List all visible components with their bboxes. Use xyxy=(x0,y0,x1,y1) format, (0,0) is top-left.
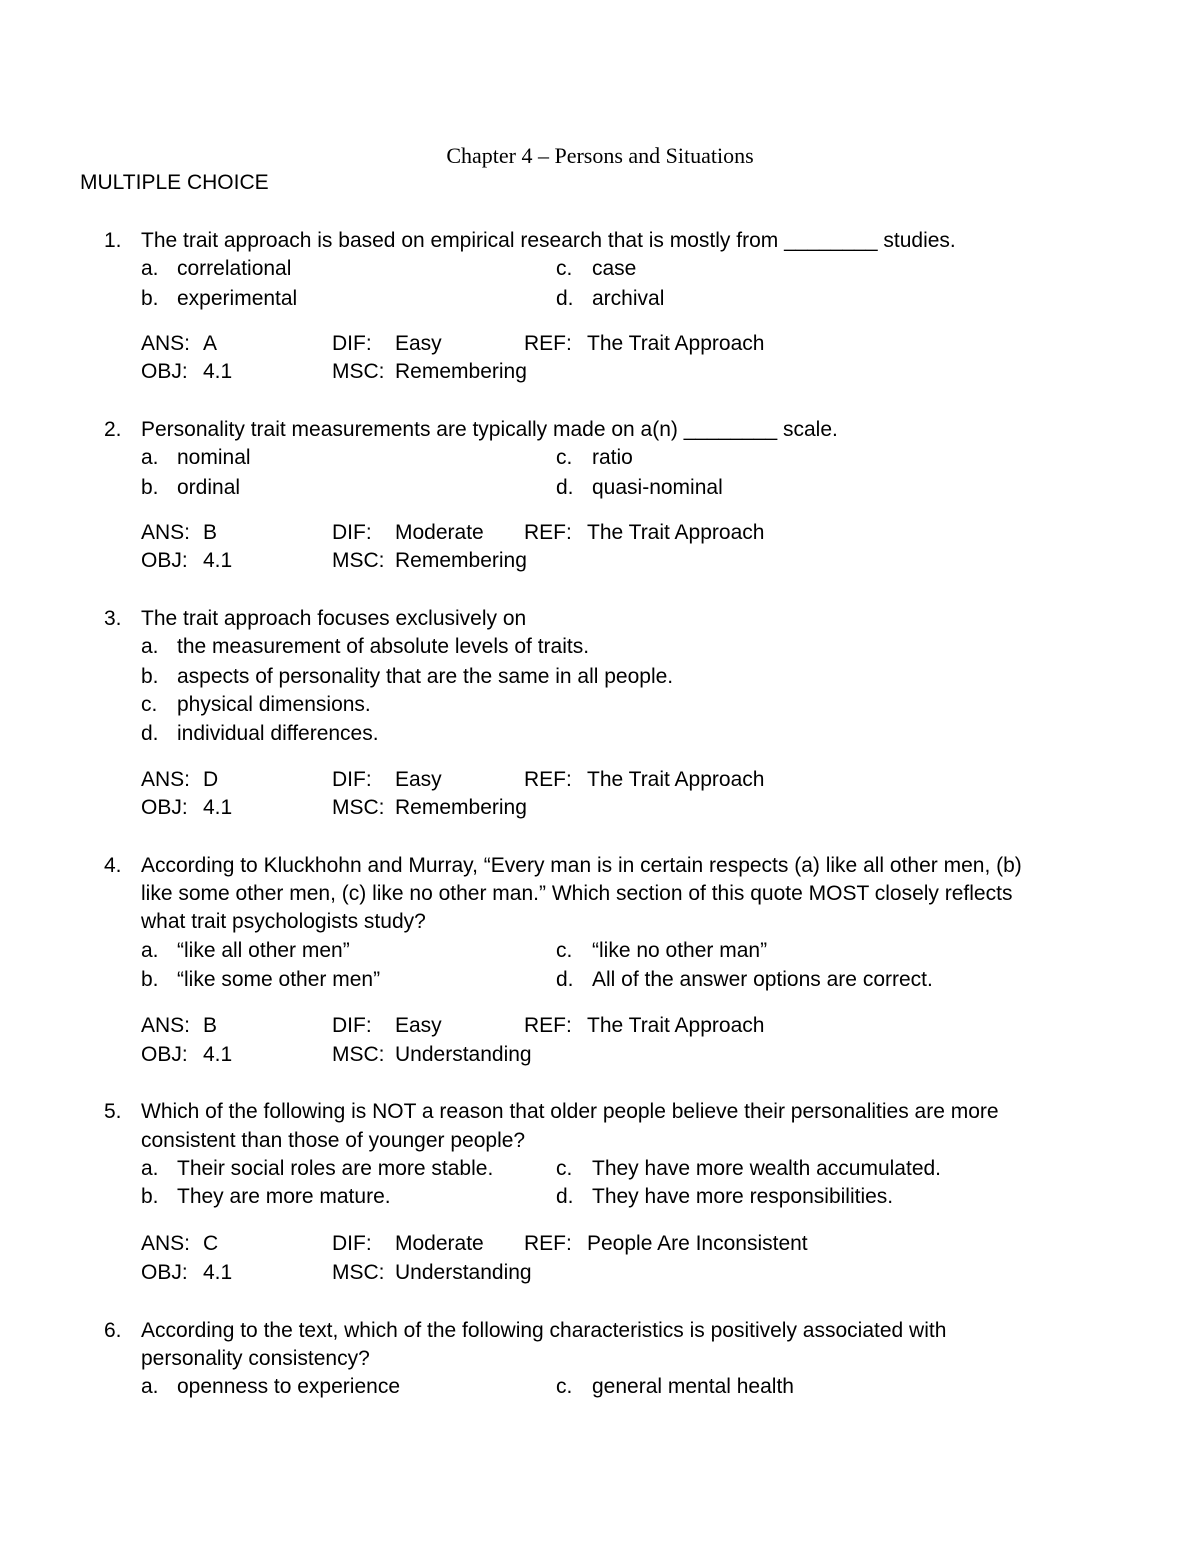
msc-value: Understanding xyxy=(395,1261,532,1284)
option-c: c. physical dimensions. xyxy=(141,693,371,716)
question-number: 6. xyxy=(104,1319,122,1342)
question-text-line-2: consistent than those of younger people? xyxy=(141,1129,526,1152)
difficulty-label: DIF: xyxy=(332,768,372,791)
difficulty-label: DIF: xyxy=(332,1232,372,1255)
difficulty-label: DIF: xyxy=(332,332,372,355)
reference-label: REF: xyxy=(524,332,572,355)
option-a: a. openness to experience xyxy=(141,1375,400,1398)
reference-value: The Trait Approach xyxy=(587,1014,765,1037)
option-a: a. Their social roles are more stable. xyxy=(141,1157,494,1180)
msc-label: MSC: xyxy=(332,360,385,383)
objective-label: OBJ: xyxy=(141,1261,188,1284)
question-text: The trait approach is based on empirical research that is mostly from ________ studies. xyxy=(141,229,956,252)
question-text: Personality trait measurements are typically made on a(n) ________ scale. xyxy=(141,418,838,441)
difficulty-value: Moderate xyxy=(395,1232,484,1255)
objective-label: OBJ: xyxy=(141,360,188,383)
answer-value: B xyxy=(203,521,218,544)
reference-label: REF: xyxy=(524,521,572,544)
objective-value: 4.1 xyxy=(203,1043,233,1066)
answer-label: ANS: xyxy=(141,1014,191,1037)
option-a: a. “like all other men” xyxy=(141,939,350,962)
question-text: The trait approach focuses exclusively on xyxy=(141,607,527,630)
reference-value: The Trait Approach xyxy=(587,768,765,791)
msc-value: Remembering xyxy=(395,549,527,572)
difficulty-value: Moderate xyxy=(395,521,484,544)
option-a: a. nominal xyxy=(141,446,251,469)
question-text-line-2: personality consistency? xyxy=(141,1347,370,1370)
msc-label: MSC: xyxy=(332,796,385,819)
option-d: d. They have more responsibilities. xyxy=(556,1185,894,1208)
option-c: c. They have more wealth accumulated. xyxy=(556,1157,942,1180)
answer-label: ANS: xyxy=(141,1232,191,1255)
answer-label: ANS: xyxy=(141,332,191,355)
msc-value: Remembering xyxy=(395,360,527,383)
reference-value: The Trait Approach xyxy=(587,521,765,544)
option-d: d. archival xyxy=(556,287,665,310)
option-b: b. ordinal xyxy=(141,476,241,499)
question-number: 3. xyxy=(104,607,122,630)
option-a: a. correlational xyxy=(141,257,292,280)
page-title: Chapter 4 – Persons and Situations xyxy=(446,143,754,168)
objective-value: 4.1 xyxy=(203,549,233,572)
answer-value: B xyxy=(203,1014,218,1037)
option-a: a. the measurement of absolute levels of traits. xyxy=(141,635,590,658)
question-text-line-1: Which of the following is NOT a reason that older people believe their personalities are more xyxy=(141,1100,999,1123)
option-b: b. aspects of personality that are the same in all people. xyxy=(141,665,674,688)
difficulty-value: Easy xyxy=(395,1014,442,1037)
objective-label: OBJ: xyxy=(141,1043,188,1066)
objective-value: 4.1 xyxy=(203,796,233,819)
objective-label: OBJ: xyxy=(141,549,188,572)
option-b: b. “like some other men” xyxy=(141,968,381,991)
objective-label: OBJ: xyxy=(141,796,188,819)
objective-value: 4.1 xyxy=(203,1261,233,1284)
option-b: b. experimental xyxy=(141,287,298,310)
answer-value: A xyxy=(203,332,218,355)
reference-label: REF: xyxy=(524,768,572,791)
option-c: c. “like no other man” xyxy=(556,939,768,962)
msc-label: MSC: xyxy=(332,1043,385,1066)
question-text-line-1: According to the text, which of the following characteristics is positively associated with xyxy=(141,1319,947,1342)
msc-value: Understanding xyxy=(395,1043,532,1066)
msc-value: Remembering xyxy=(395,796,527,819)
difficulty-label: DIF: xyxy=(332,1014,372,1037)
option-d: d. All of the answer options are correct. xyxy=(556,968,933,991)
question-number: 2. xyxy=(104,418,122,441)
option-d: d. individual differences. xyxy=(141,722,379,745)
difficulty-value: Easy xyxy=(395,768,442,791)
answer-value: C xyxy=(203,1232,219,1255)
question-text-line-2: like some other men, (c) like no other man.” Which section of this quote MOST closely reflects xyxy=(141,882,1013,905)
option-c: c. general mental health xyxy=(556,1375,794,1398)
reference-label: REF: xyxy=(524,1232,572,1255)
reference-label: REF: xyxy=(524,1014,572,1037)
answer-label: ANS: xyxy=(141,768,191,791)
question-number: 5. xyxy=(104,1100,122,1123)
reference-value: People Are Inconsistent xyxy=(587,1232,808,1255)
answer-label: ANS: xyxy=(141,521,191,544)
question-number: 4. xyxy=(104,854,122,877)
option-c: c. case xyxy=(556,257,637,280)
difficulty-value: Easy xyxy=(395,332,442,355)
answer-value: D xyxy=(203,768,219,791)
msc-label: MSC: xyxy=(332,549,385,572)
difficulty-label: DIF: xyxy=(332,521,372,544)
option-b: b. They are more mature. xyxy=(141,1185,391,1208)
option-c: c. ratio xyxy=(556,446,633,469)
objective-value: 4.1 xyxy=(203,360,233,383)
msc-label: MSC: xyxy=(332,1261,385,1284)
reference-value: The Trait Approach xyxy=(587,332,765,355)
question-text-line-3: what trait psychologists study? xyxy=(141,910,426,933)
question-number: 1. xyxy=(104,229,122,252)
section-heading: MULTIPLE CHOICE xyxy=(80,171,269,194)
option-d: d. quasi-nominal xyxy=(556,476,723,499)
question-text-line-1: According to Kluckhohn and Murray, “Every man is in certain respects (a) like all other men, (b) xyxy=(141,854,1022,877)
